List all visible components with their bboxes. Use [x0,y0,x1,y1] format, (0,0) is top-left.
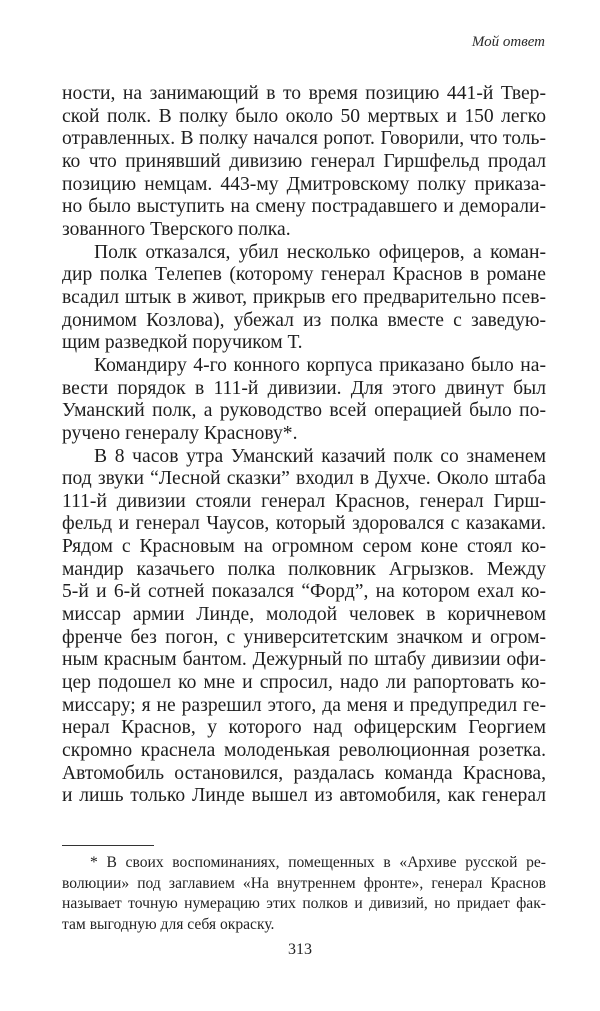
text-line: 5-й и 6-й сотней показался “Форд”, на котором ехал ко- [62,581,546,603]
text-line: фельд и генерал Чаусов, который здоровался с казаками. [62,513,546,535]
footnote-line: там выгодную для себя окраску. [62,915,275,933]
text-line: нерал Краснов, у которого над офицерским Георгием [62,717,546,739]
footnote-line: * В своих воспоминаниях, помещенных в «Архиве русской ре- [90,854,546,871]
footnote-divider [62,845,154,846]
text-line: ской полк. В полку было около 50 мертвых и 150 легко [62,105,546,127]
paragraph [62,242,546,355]
text-line: ручено генералу Краснову*. [62,422,298,444]
text-line: донимом Козлова), убежал из полка вместе с заведую- [62,309,546,331]
text-line: отравленных. В полку начался ропот. Говорили, что толь- [62,128,546,150]
text-line: миссару; я не разрешил этого, да меня и предупредил ге- [62,694,546,716]
text-line: ности, на занимающий в то время позицию 441-й Твер- [62,83,546,104]
text-line: френче без погон, с университетским значком и огром- [62,626,546,648]
body-text [62,83,546,808]
paragraph [62,83,546,242]
text-line: Рядом с Красновым на огромном сером коне стоял ко- [62,536,546,558]
text-line: под звуки “Лесной сказки” входил в Духче. Около штаба [62,468,546,490]
text-line: ко что принявший дивизию генерал Гиршфельд продал [62,150,546,172]
text-line: Автомобиль остановился, раздалась команда Краснова, [62,762,546,784]
text-line: Командиру 4-го конного корпуса приказано было на- [94,354,546,376]
footnote-line: волюции» под заглавием «На внутреннем фронте», генерал Краснов [62,874,546,892]
text-line: и лишь только Линде вышел из автомобиля, как генерал [62,785,546,807]
text-line: скромно краснела молоденькая революционная розетка. [62,740,546,762]
text-line: мандир казачьего полка полковник Агрызков. Между [62,558,546,580]
footnote-line: называет точную нумерацию этих полков и дивизий, но придает фак- [62,895,546,912]
text-line: всадил штык в живот, прикрыв его предварительно псев- [62,286,546,308]
text-line: цер подошел ко мне и спросил, надо ли рапортовать ко- [62,672,546,694]
text-line: Полк отказался, убил несколько офицеров, а коман- [94,241,546,263]
running-head: Мой ответ [471,34,545,50]
page-number: 313 [288,941,312,958]
text-line: но было выступить на смену пострадавшего и деморали- [62,196,546,218]
footnote [62,853,546,935]
text-line: миссар армии Линде, молодой человек в коричневом [62,604,546,626]
text-line: 111-й дивизии стояли генерал Краснов, генерал Гирш- [62,490,546,512]
text-line: вести порядок в 111-й дивизии. Для этого двинут был [62,377,546,399]
text-line: Уманский полк, а руководство всей операцией было по- [62,400,546,422]
paragraph [62,355,546,446]
text-line: В 8 часов утра Уманский казачий полк со знаменем [94,445,546,467]
text-line: щим разведкой поручиком Т. [62,332,303,354]
text-line: дир полка Телепев (которому генерал Краснов в романе [62,264,546,286]
text-line: позицию немцам. 443-му Дмитровскому полку приказа- [62,173,546,195]
paragraph [62,446,546,809]
text-line: ным красным бантом. Дежурный по штабу дивизии офи- [62,649,546,671]
text-line: зованного Тверского полка. [62,218,291,240]
